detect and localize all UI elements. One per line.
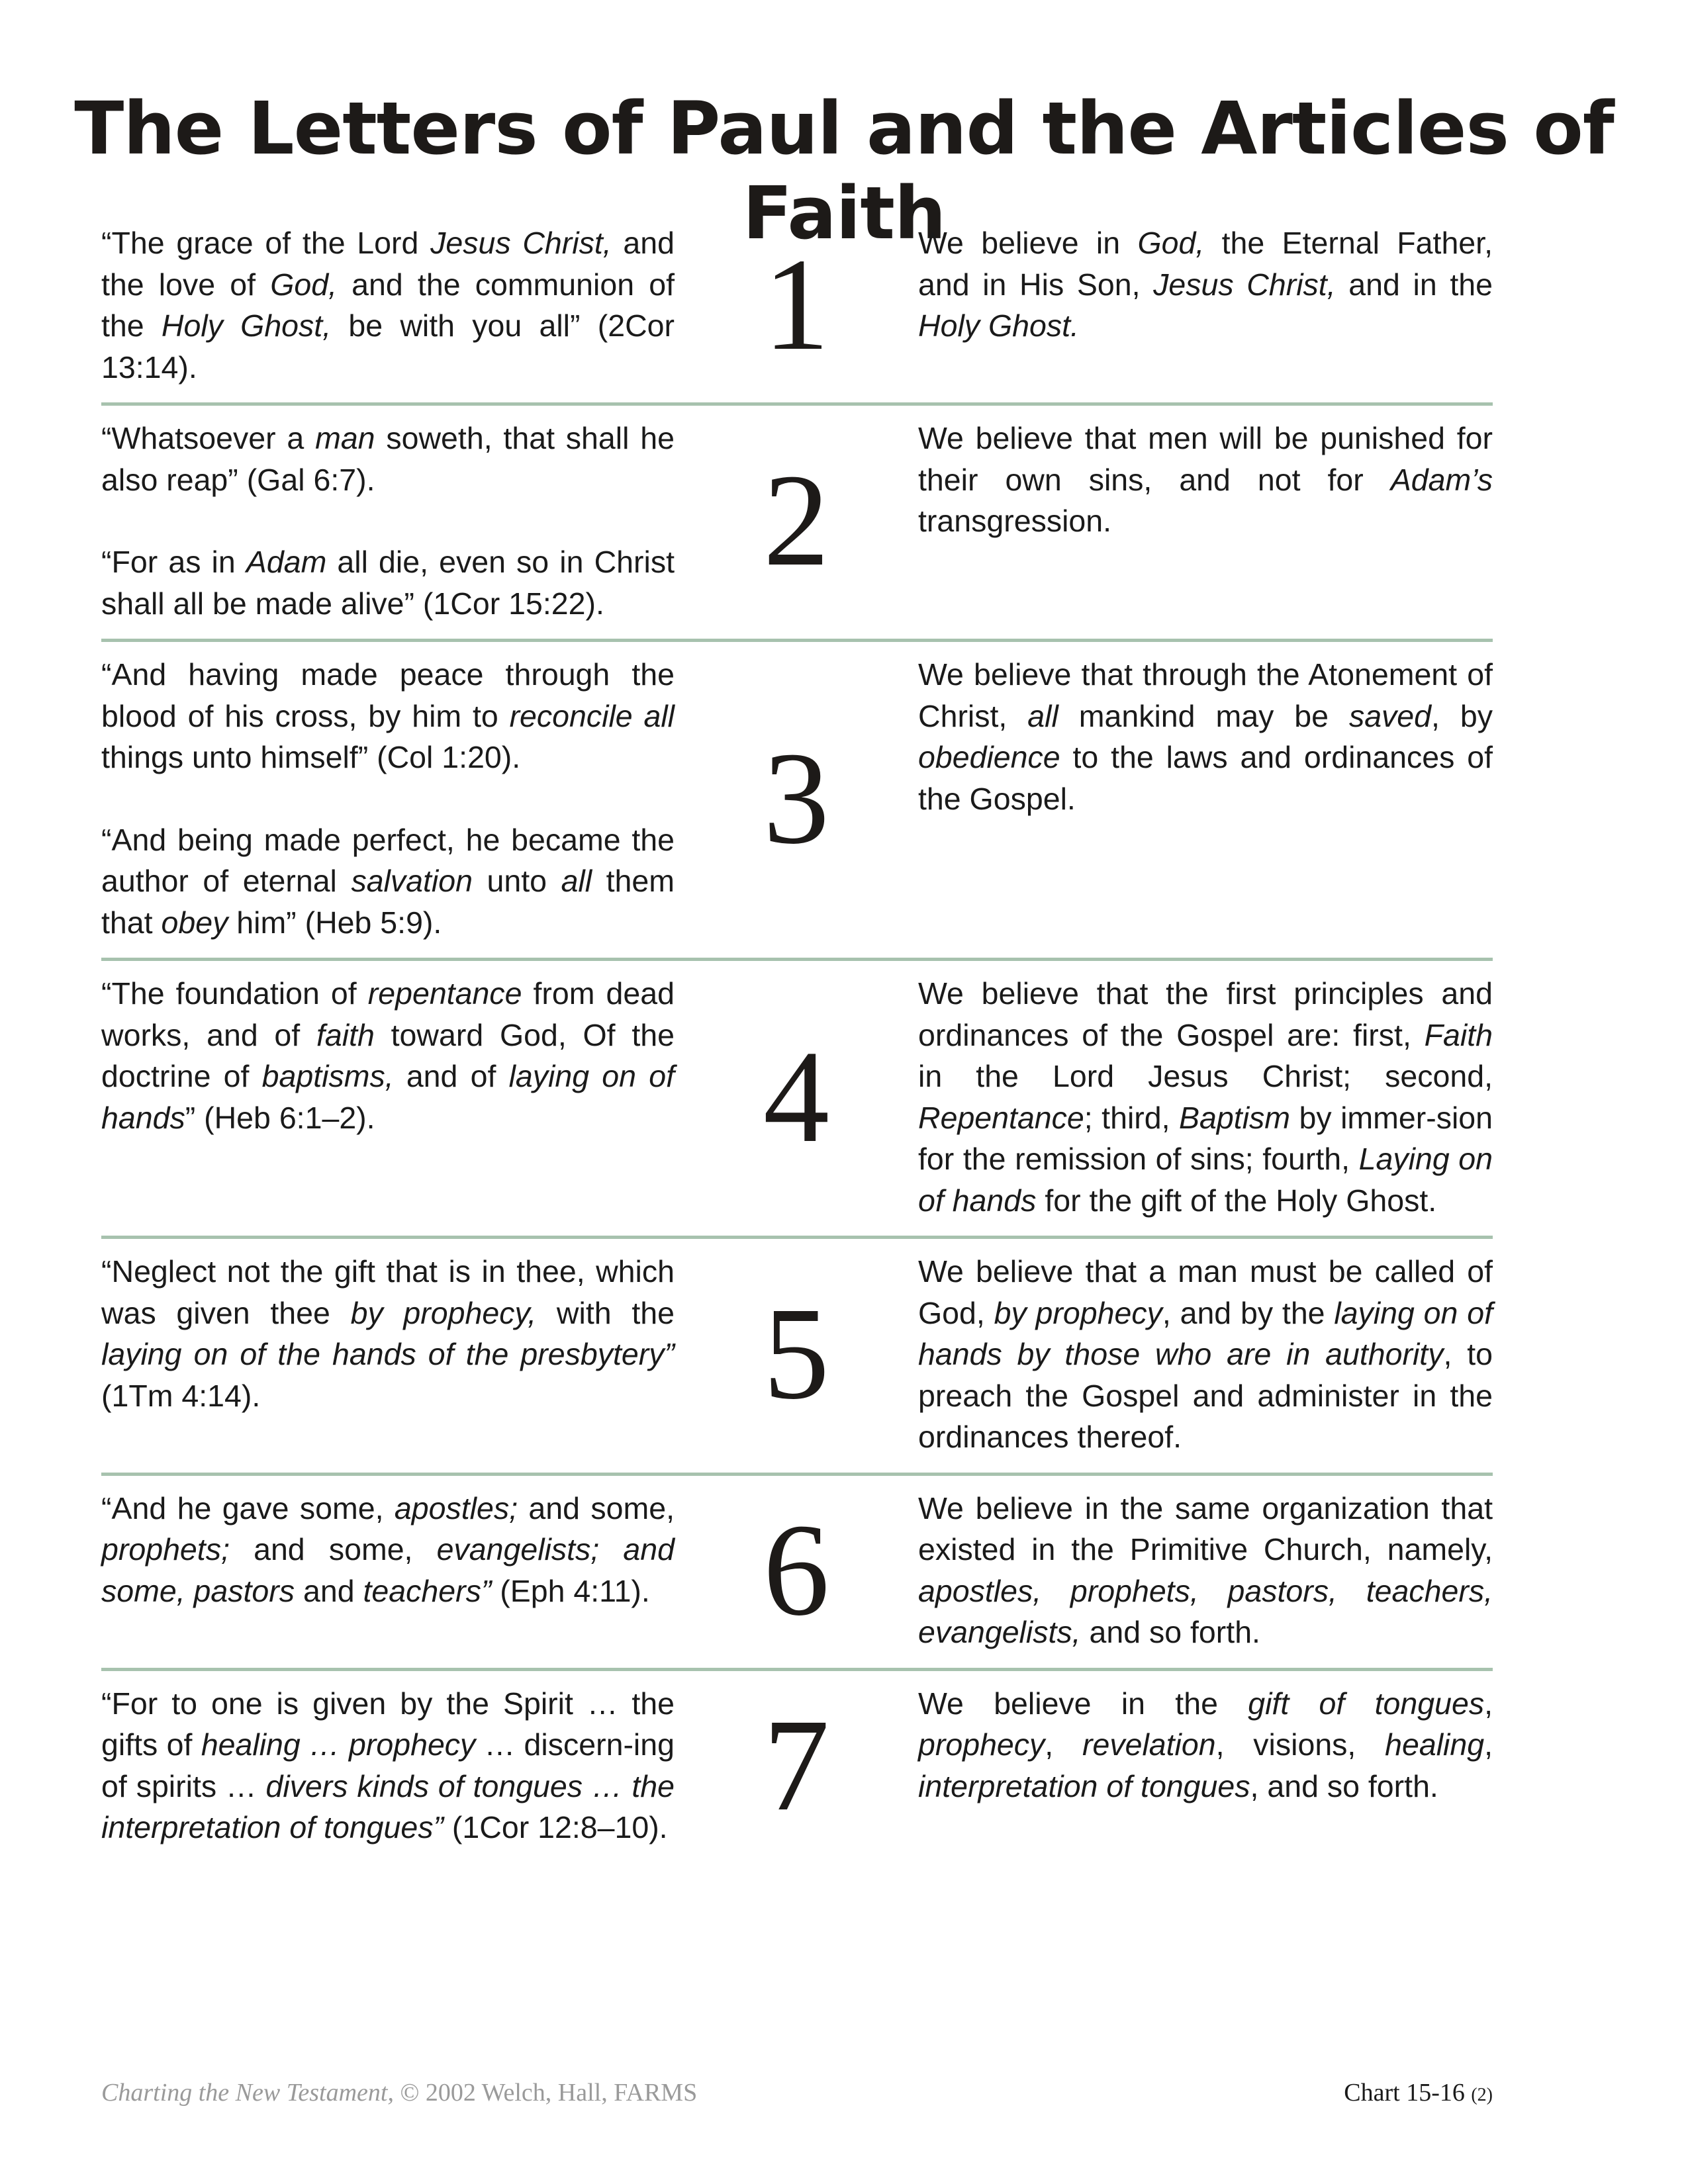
emphasis-text: Holy Ghost. — [918, 308, 1079, 343]
text-run: and the love of — [101, 226, 675, 302]
emphasis-text: laying on of hands by those who are in authority — [918, 1295, 1493, 1371]
scripture-cell — [101, 222, 675, 388]
page-title: The Letters of Paul and the Articles of Faith — [74, 86, 1614, 255]
scripture-quote — [101, 654, 675, 778]
article-number-cell — [675, 222, 918, 388]
emphasis-text: Repentance — [918, 1100, 1084, 1135]
emphasis-text: obey — [161, 905, 228, 940]
text-run: , by — [1431, 698, 1493, 733]
text-run: “And being made perfect, he became the author of eternal — [101, 822, 675, 898]
article-text — [918, 1251, 1493, 1458]
text-run: the Eternal Father, and in His Son, — [918, 226, 1493, 302]
article-cell — [918, 1683, 1493, 1848]
text-run: and the communion of the — [101, 267, 675, 343]
text-run: “The grace of the Lord — [101, 226, 431, 260]
emphasis-text: gift of tongues — [1248, 1686, 1485, 1721]
article-cell — [918, 418, 1493, 624]
footer-source-rest: © 2002 Welch, Hall, FARMS — [393, 2079, 698, 2107]
table-row — [101, 210, 1493, 406]
article-number: 7 — [763, 1692, 829, 1839]
text-run: to the laws and ordinances of the Gospel. — [918, 740, 1493, 816]
text-run: “And he gave some, — [101, 1490, 395, 1525]
text-run: them that — [101, 864, 675, 940]
emphasis-text: healing — [1385, 1727, 1485, 1762]
emphasis-text: teachers” — [363, 1573, 492, 1608]
scripture-quote — [101, 418, 675, 500]
emphasis-text: prophets; — [101, 1532, 230, 1567]
scripture-cell — [101, 973, 675, 1221]
emphasis-text: Adam’s — [1390, 462, 1493, 497]
text-run: , — [1045, 1727, 1082, 1762]
scripture-cell — [101, 1683, 675, 1848]
emphasis-text: evangelists; and some, pastors — [101, 1532, 675, 1608]
emphasis-text: divers kinds of tongues … the interpretation of tongues” — [101, 1768, 675, 1844]
emphasis-text: laying on of hands — [101, 1059, 675, 1135]
emphasis-text: by prophecy — [994, 1295, 1162, 1330]
article-number-cell — [675, 1683, 918, 1848]
emphasis-text: reconcile all — [509, 698, 675, 733]
table-row — [101, 1671, 1493, 1863]
scripture-quote — [101, 222, 675, 388]
article-number: 5 — [763, 1281, 829, 1428]
text-run: We believe that a man must be called of God, — [918, 1254, 1493, 1330]
article-number: 6 — [763, 1496, 829, 1643]
text-run: “And having made peace through the blood of his cross, by him to — [101, 657, 675, 733]
text-run: , — [1484, 1686, 1493, 1721]
text-run: We believe that men will be punished for their own sins, and not for — [918, 421, 1493, 497]
text-run: by immer-sion for the remission of sins; fourth, — [918, 1100, 1493, 1176]
emphasis-text: apostles, prophets, pastors, teachers, evangelists, — [918, 1573, 1493, 1649]
text-run: from dead works, and of — [101, 976, 675, 1052]
scripture-cell — [101, 654, 675, 943]
table-row — [101, 1239, 1493, 1476]
scripture-cell — [101, 1251, 675, 1458]
footer-chart-label — [1344, 2078, 1493, 2107]
text-run: … discern-ing of spirits … — [101, 1727, 675, 1803]
article-number: 2 — [763, 447, 829, 594]
text-run: “For as in — [101, 545, 246, 579]
text-run: “The foundation of — [101, 976, 368, 1011]
emphasis-text: saved — [1348, 698, 1432, 733]
emphasis-text: all — [561, 864, 592, 898]
text-run: , visions, — [1215, 1727, 1385, 1762]
comparison-table — [101, 210, 1493, 1863]
text-run: , to preach the Gospel and administer in the ordinances thereof. — [918, 1337, 1493, 1454]
scripture-cell — [101, 1488, 675, 1653]
text-run: soweth, that shall he also reap” (Gal 6:7). — [101, 421, 675, 497]
text-run: him” (Heb 5:9). — [228, 905, 442, 940]
text-run: ; third, — [1084, 1100, 1180, 1135]
scripture-quote — [101, 819, 675, 944]
emphasis-text: laying on of the hands of the presbytery” — [101, 1337, 675, 1371]
text-run: all die, even so in Christ shall all be made alive” (1Cor 15:22). — [101, 545, 675, 621]
article-cell — [918, 1488, 1493, 1653]
article-cell — [918, 1251, 1493, 1458]
text-run: , — [1484, 1727, 1493, 1762]
scripture-quote — [101, 1683, 675, 1848]
emphasis-text: Holy Ghost, — [161, 308, 332, 343]
emphasis-text: salvation — [351, 864, 473, 898]
article-cell — [918, 654, 1493, 943]
article-text — [918, 1488, 1493, 1653]
article-cell — [918, 222, 1493, 388]
table-row — [101, 1476, 1493, 1671]
text-run: and some, — [229, 1532, 437, 1567]
emphasis-text: healing … prophecy — [201, 1727, 476, 1762]
article-text — [918, 654, 1493, 819]
text-run: be with you all” (2Cor 13:14). — [101, 308, 675, 385]
emphasis-text: revelation — [1082, 1727, 1216, 1762]
text-run: “Neglect not the gift that is in thee, which was given thee — [101, 1254, 675, 1330]
article-text — [918, 222, 1493, 347]
text-run: in the Lord Jesus Christ; second, — [918, 1059, 1493, 1093]
text-run: We believe in — [918, 226, 1138, 260]
article-number-cell — [675, 973, 918, 1221]
text-run: things unto himself” (Col 1:20). — [101, 740, 521, 774]
article-text — [918, 418, 1493, 542]
text-run: and so forth. — [1080, 1615, 1260, 1649]
text-run: transgression. — [918, 504, 1112, 538]
emphasis-text: apostles; — [394, 1490, 518, 1525]
text-run: and in the — [1335, 267, 1493, 302]
emphasis-text: Jesus Christ, — [1153, 267, 1336, 302]
text-run: for the gift of the Holy Ghost. — [1036, 1183, 1437, 1218]
article-number-cell — [675, 418, 918, 624]
text-run: “Whatsoever a — [101, 421, 316, 455]
text-run: We believe that the first principles and ordinances of the Gospel are: first, — [918, 976, 1493, 1052]
emphasis-text: obedience — [918, 740, 1060, 774]
emphasis-text: interpretation of tongues — [918, 1768, 1250, 1803]
text-run: toward God, Of the doctrine of — [101, 1017, 675, 1093]
emphasis-text: man — [315, 421, 375, 455]
scripture-quote — [101, 973, 675, 1138]
emphasis-text: Laying on of hands — [918, 1142, 1493, 1218]
text-run: with the — [536, 1295, 675, 1330]
scripture-cell — [101, 418, 675, 624]
emphasis-text: Faith — [1424, 1017, 1493, 1052]
article-number: 3 — [763, 725, 829, 872]
article-text — [918, 973, 1493, 1221]
text-run: We believe that through the Atonement of Christ, — [918, 657, 1493, 733]
article-cell — [918, 973, 1493, 1221]
table-row — [101, 961, 1493, 1239]
text-run: We believe in the same organization that existed in the Primitive Church, namely, — [918, 1490, 1493, 1567]
emphasis-text: prophecy — [918, 1727, 1045, 1762]
emphasis-text: faith — [316, 1017, 375, 1052]
text-run: We believe in the — [918, 1686, 1248, 1721]
emphasis-text: God, — [270, 267, 338, 302]
chart-page: (2) — [1471, 2085, 1493, 2105]
article-number-cell — [675, 654, 918, 943]
article-text — [918, 1683, 1493, 1807]
text-run: (1Tm 4:14). — [101, 1378, 261, 1413]
table-row — [101, 406, 1493, 642]
emphasis-text: God, — [1137, 226, 1205, 260]
emphasis-text: Adam — [246, 545, 327, 579]
emphasis-text: baptisms, — [261, 1059, 394, 1093]
footer-source — [101, 2078, 697, 2107]
text-run: (Eph 4:11). — [491, 1573, 650, 1608]
scripture-quote — [101, 541, 675, 624]
text-run: and — [295, 1573, 363, 1608]
emphasis-text: Baptism — [1179, 1100, 1291, 1135]
text-run: and some, — [518, 1490, 675, 1525]
emphasis-text: all — [1027, 698, 1058, 733]
text-run: mankind may be — [1058, 698, 1349, 733]
emphasis-text: by prophecy, — [350, 1295, 537, 1330]
scripture-quote — [101, 1488, 675, 1612]
text-run: , and so forth. — [1250, 1768, 1438, 1803]
chart-number: Chart 15-16 — [1344, 2079, 1465, 2107]
text-run: unto — [472, 864, 561, 898]
text-run: (1Cor 12:8–10). — [444, 1810, 668, 1844]
text-run: ” (Heb 6:1–2). — [185, 1100, 375, 1135]
text-run: and of — [393, 1059, 509, 1093]
table-row — [101, 642, 1493, 961]
text-run: , and by the — [1162, 1295, 1335, 1330]
article-number: 1 — [763, 232, 829, 378]
article-number-cell — [675, 1251, 918, 1458]
scripture-quote — [101, 1251, 675, 1416]
text-run: “For to one is given by the Spirit … the gifts of — [101, 1686, 675, 1762]
footer-source-title: Charting the New Testament, — [101, 2079, 394, 2107]
emphasis-text: Jesus Christ, — [430, 226, 612, 260]
emphasis-text: repentance — [367, 976, 522, 1011]
article-number: 4 — [763, 1023, 829, 1170]
article-number-cell — [675, 1488, 918, 1653]
